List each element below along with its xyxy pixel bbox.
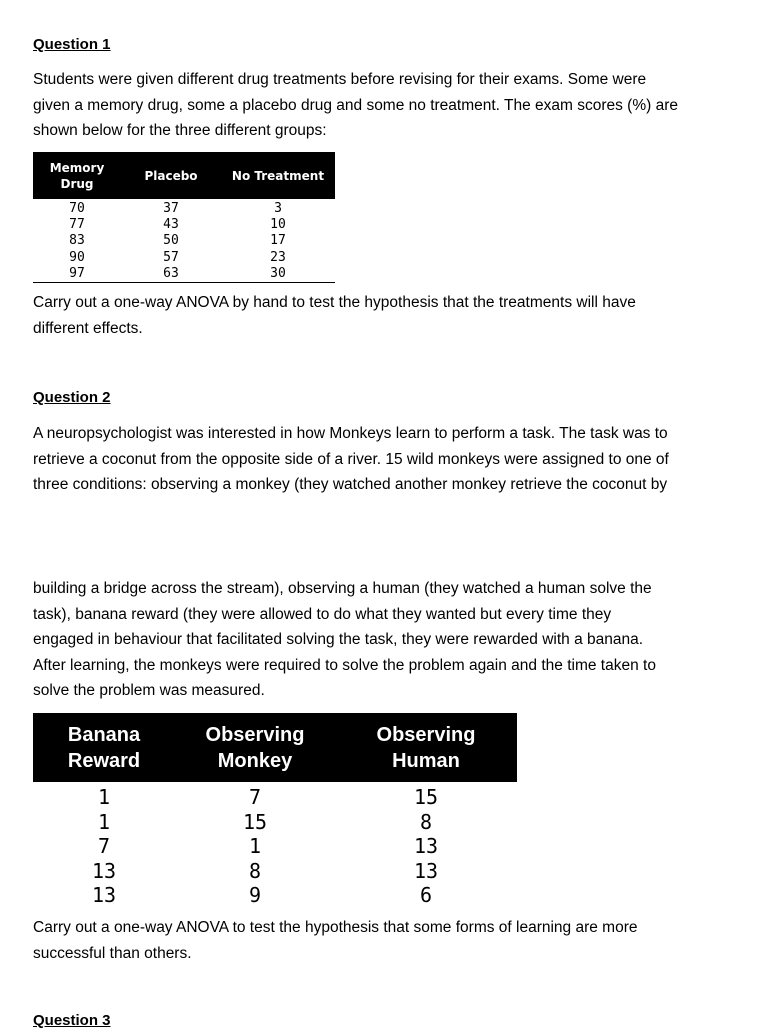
table-cell: 43 bbox=[163, 217, 179, 233]
table-cell: 37 bbox=[163, 201, 179, 216]
column-header-memory-drug: Memory Drug bbox=[49, 160, 105, 191]
table-cell: 13 bbox=[91, 883, 117, 908]
column-header-placebo: Placebo bbox=[144, 168, 198, 183]
question-2-continued bbox=[33, 576, 733, 704]
table-cell: 13 bbox=[413, 858, 439, 883]
text-line: Carry out a one-way ANOVA to test the hypothesis that some forms of learning are more bbox=[33, 919, 638, 936]
table-header-row bbox=[33, 713, 517, 782]
question-2-heading: Question 2 bbox=[33, 389, 111, 406]
question-2-intro bbox=[33, 421, 733, 498]
drug-scores-table bbox=[33, 152, 335, 283]
table-cell: 50 bbox=[163, 233, 179, 249]
table-cell: 70 bbox=[69, 201, 85, 216]
table-cell: 77 bbox=[69, 217, 85, 233]
table-body bbox=[33, 199, 335, 283]
text-line: retrieve a coconut from the opposite side of a river. 15 wild monkeys were assigned to one of bbox=[33, 450, 669, 468]
text-line: task), banana reward (they were allowed to do what they wanted but every time they bbox=[33, 605, 612, 623]
table-row bbox=[33, 217, 335, 233]
question-1-heading: Question 1 bbox=[33, 36, 111, 53]
table-row bbox=[33, 785, 517, 810]
table-cell: 6 bbox=[419, 883, 433, 908]
question-1-intro bbox=[33, 67, 733, 144]
table-body bbox=[33, 782, 517, 908]
table-cell: 30 bbox=[270, 265, 286, 281]
text-line: successful than others. bbox=[33, 944, 192, 962]
text-line: solve the problem was measured. bbox=[33, 682, 265, 699]
table-cell: 17 bbox=[270, 233, 286, 249]
table-row bbox=[33, 233, 335, 249]
table-row bbox=[33, 859, 517, 884]
table-row bbox=[33, 250, 335, 266]
table-row bbox=[33, 810, 517, 835]
table-row bbox=[33, 834, 517, 859]
text-line: Students were given different drug treatments before revising for their exams. Some were bbox=[33, 71, 647, 88]
text-line: given a memory drug, some a placebo drug and some no treatment. The exam scores (%) are bbox=[33, 96, 678, 114]
column-header-no-treatment: No Treatment bbox=[231, 168, 325, 183]
question-3-heading: Question 3 bbox=[33, 1012, 111, 1029]
table-cell: 7 bbox=[97, 834, 111, 859]
table-cell: 83 bbox=[69, 233, 85, 249]
text-line: engaged in behaviour that facilitated solving the task, they were rewarded with a banana. bbox=[33, 631, 644, 648]
table-cell: 8 bbox=[419, 809, 433, 834]
table-cell: 8 bbox=[248, 858, 262, 883]
table-cell: 15 bbox=[413, 785, 439, 809]
table-cell: 10 bbox=[270, 217, 286, 233]
table-cell: 15 bbox=[242, 809, 268, 834]
question-2-task bbox=[33, 915, 733, 966]
table-cell: 13 bbox=[91, 858, 117, 883]
column-header-observing-human: Observing Human bbox=[376, 723, 476, 772]
text-line: building a bridge across the stream), observing a human (they watched a human solve the bbox=[33, 580, 652, 597]
table-cell: 9 bbox=[248, 883, 262, 908]
text-line: After learning, the monkeys were required to solve the problem again and the time taken to bbox=[33, 656, 656, 674]
text-line: three conditions: observing a monkey (they watched another monkey retrieve the coconut by bbox=[33, 476, 668, 493]
column-header-observing-monkey: Observing Monkey bbox=[205, 723, 305, 772]
text-line: shown below for the three different groups: bbox=[33, 122, 327, 139]
table-cell: 1 bbox=[248, 834, 262, 859]
table-row bbox=[33, 201, 335, 217]
table-cell: 57 bbox=[163, 249, 179, 265]
table-row bbox=[33, 883, 517, 908]
table-row bbox=[33, 266, 335, 282]
table-header-row bbox=[33, 152, 335, 199]
table-cell: 13 bbox=[413, 834, 439, 859]
text-line: Carry out a one-way ANOVA by hand to test the hypothesis that the treatments will have bbox=[33, 294, 636, 311]
table-cell: 1 bbox=[97, 785, 111, 809]
text-line: A neuropsychologist was interested in how Monkeys learn to perform a task. The task was to bbox=[33, 425, 668, 442]
table-cell: 97 bbox=[69, 265, 85, 281]
table-cell: 1 bbox=[97, 809, 111, 834]
table-cell: 7 bbox=[248, 785, 262, 809]
table-cell: 3 bbox=[274, 201, 282, 216]
monkey-learning-table bbox=[33, 713, 517, 908]
table-cell: 23 bbox=[270, 249, 286, 265]
table-cell: 63 bbox=[163, 265, 179, 281]
text-line: different effects. bbox=[33, 319, 143, 337]
column-header-banana-reward: Banana Reward bbox=[67, 723, 141, 772]
question-1-task bbox=[33, 290, 733, 341]
table-cell: 90 bbox=[69, 249, 85, 265]
